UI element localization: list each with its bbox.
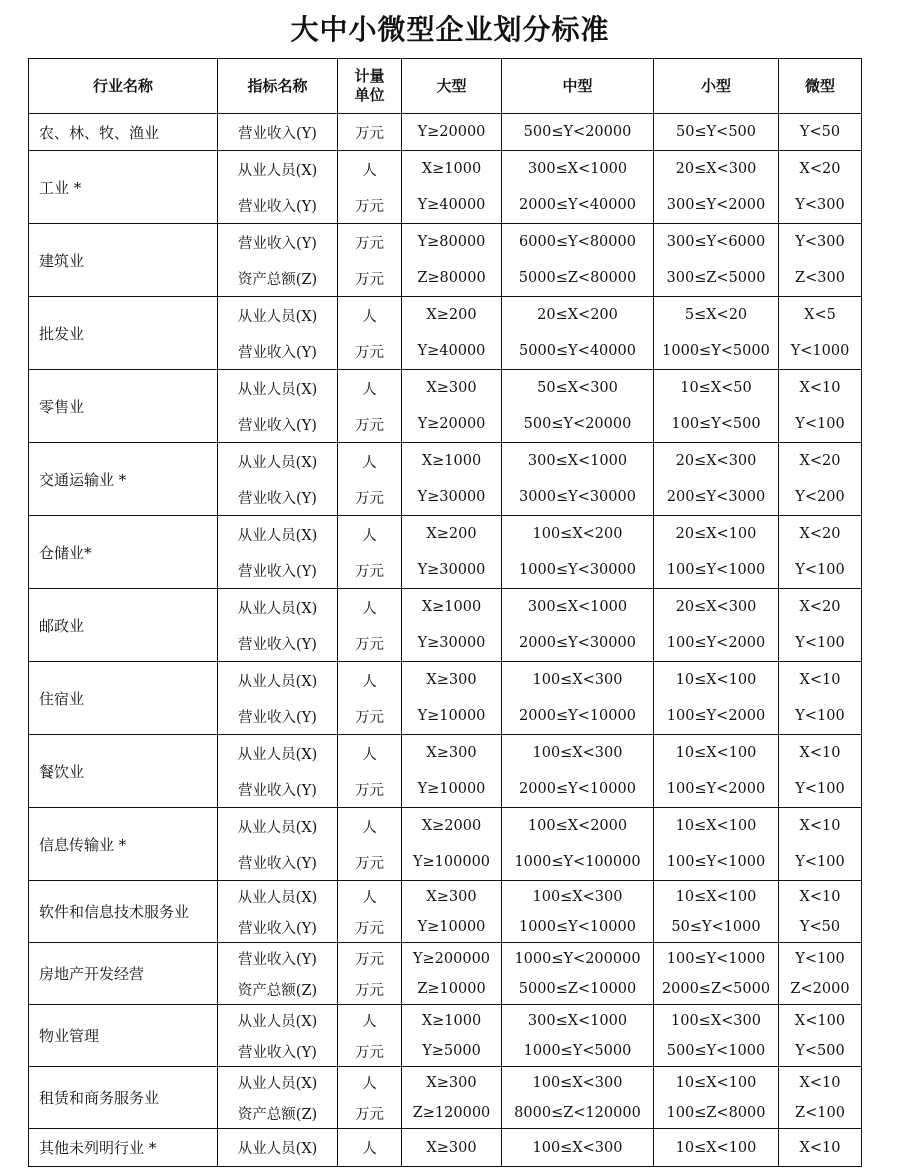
cell-unit: 人 [338,297,402,334]
cell-micro: Y<100 [779,845,862,881]
cell-micro: X<20 [779,589,862,626]
cell-large: Y≥10000 [402,699,502,735]
cell-small: 100≤Y<1000 [654,553,779,589]
table-row [29,297,862,334]
cell-indicator: 营业收入(Y) [218,480,338,516]
cell-large: Y≥30000 [402,480,502,516]
cell-small: 300≤Y<6000 [654,224,779,261]
cell-large: X≥200 [402,297,502,334]
cell-medium: 300≤X<1000 [502,589,654,626]
cell-micro: X<20 [779,151,862,188]
table-row [29,808,862,845]
cell-unit: 万元 [338,480,402,516]
cell-unit: 万元 [338,699,402,735]
cell-micro: Y<200 [779,480,862,516]
cell-large: Y≥20000 [402,114,502,151]
cell-unit: 万元 [338,845,402,881]
cell-indicator: 营业收入(Y) [218,1037,338,1067]
cell-micro: X<20 [779,443,862,480]
cell-small: 100≤Z<8000 [654,1099,779,1129]
cell-medium: 100≤X<300 [502,881,654,913]
cell-indicator: 营业收入(Y) [218,114,338,151]
cell-small: 10≤X<100 [654,735,779,772]
cell-medium: 2000≤Y<10000 [502,772,654,808]
cell-micro: Y<300 [779,188,862,224]
cell-large: Y≥40000 [402,188,502,224]
page-title: 大中小微型企业划分标准 [290,13,610,46]
industry-name: 邮政业 [29,589,218,662]
cell-medium: 5000≤Y<40000 [502,334,654,370]
cell-large: Y≥10000 [402,913,502,943]
cell-large: Y≥30000 [402,553,502,589]
cell-large: X≥300 [402,370,502,407]
table-row [29,443,862,480]
cell-small: 100≤Y<2000 [654,626,779,662]
cell-medium: 500≤Y<20000 [502,407,654,443]
cell-micro: Y<100 [779,626,862,662]
industry-name: 房地产开发经营 [29,943,218,1005]
cell-large: X≥1000 [402,151,502,188]
cell-small: 5≤X<20 [654,297,779,334]
cell-small: 20≤X<100 [654,516,779,553]
cell-medium: 300≤X<1000 [502,151,654,188]
cell-unit: 万元 [338,407,402,443]
cell-medium: 300≤X<1000 [502,1005,654,1037]
table-row [29,1067,862,1099]
cell-indicator: 从业人员(X) [218,1129,338,1167]
table-row [29,943,862,975]
cell-micro: X<10 [779,1067,862,1099]
cell-small: 2000≤Z<5000 [654,975,779,1005]
cell-unit: 万元 [338,975,402,1005]
cell-medium: 8000≤Z<120000 [502,1099,654,1129]
cell-medium: 1000≤Y<200000 [502,943,654,975]
cell-micro: Z<2000 [779,975,862,1005]
cell-large: Z≥120000 [402,1099,502,1129]
cell-unit: 人 [338,516,402,553]
cell-indicator: 从业人员(X) [218,1005,338,1037]
cell-micro: Y<300 [779,224,862,261]
industry-name: 软件和信息技术服务业 [29,881,218,943]
cell-indicator: 从业人员(X) [218,881,338,913]
cell-micro: Y<1000 [779,334,862,370]
cell-medium: 2000≤Y<30000 [502,626,654,662]
cell-micro: X<5 [779,297,862,334]
header-unit-line1: 计量 [354,67,385,85]
cell-medium: 3000≤Y<30000 [502,480,654,516]
cell-unit: 万元 [338,943,402,975]
cell-micro: Z<300 [779,261,862,297]
cell-medium: 6000≤Y<80000 [502,224,654,261]
cell-small: 20≤X<300 [654,151,779,188]
cell-medium: 2000≤Y<40000 [502,188,654,224]
cell-indicator: 资产总额(Z) [218,261,338,297]
cell-small: 100≤X<300 [654,1005,779,1037]
header-medium: 中型 [502,59,654,114]
header-unit [338,59,402,114]
cell-large: Y≥40000 [402,334,502,370]
cell-micro: Z<100 [779,1099,862,1129]
cell-small: 500≤Y<1000 [654,1037,779,1067]
cell-micro: X<20 [779,516,862,553]
table-row [29,114,862,151]
cell-large: X≥1000 [402,1005,502,1037]
cell-unit: 万元 [338,1037,402,1067]
cell-medium: 100≤X<300 [502,1067,654,1099]
cell-medium: 500≤Y<20000 [502,114,654,151]
table-row [29,1129,862,1167]
cell-large: Y≥10000 [402,772,502,808]
cell-indicator: 营业收入(Y) [218,626,338,662]
cell-indicator: 营业收入(Y) [218,334,338,370]
cell-large: Z≥80000 [402,261,502,297]
industry-name: 工业 * [29,151,218,224]
header-large: 大型 [402,59,502,114]
industry-name: 餐饮业 [29,735,218,808]
cell-large: Y≥30000 [402,626,502,662]
cell-small: 20≤X<300 [654,589,779,626]
industry-name: 零售业 [29,370,218,443]
header-indicator: 指标名称 [218,59,338,114]
cell-micro: Y<100 [779,407,862,443]
header-row [29,59,862,114]
cell-large: X≥1000 [402,589,502,626]
cell-indicator: 营业收入(Y) [218,699,338,735]
cell-large: X≥300 [402,662,502,699]
cell-large: X≥200 [402,516,502,553]
cell-indicator: 营业收入(Y) [218,407,338,443]
cell-unit: 万元 [338,224,402,261]
cell-indicator: 从业人员(X) [218,1067,338,1099]
cell-micro: X<10 [779,881,862,913]
cell-large: Z≥10000 [402,975,502,1005]
cell-micro: Y<50 [779,913,862,943]
cell-indicator: 营业收入(Y) [218,943,338,975]
cell-large: X≥2000 [402,808,502,845]
cell-indicator: 从业人员(X) [218,662,338,699]
cell-indicator: 资产总额(Z) [218,975,338,1005]
cell-medium: 100≤X<300 [502,735,654,772]
table-row [29,662,862,699]
header-small: 小型 [654,59,779,114]
cell-unit: 人 [338,662,402,699]
cell-large: Y≥20000 [402,407,502,443]
cell-large: X≥300 [402,1129,502,1167]
cell-small: 100≤Y<2000 [654,699,779,735]
industry-name: 信息传输业 * [29,808,218,881]
table-row [29,224,862,261]
cell-unit: 人 [338,589,402,626]
cell-small: 100≤Y<1000 [654,943,779,975]
cell-medium: 100≤X<300 [502,1129,654,1167]
cell-small: 20≤X<300 [654,443,779,480]
industry-name: 仓储业* [29,516,218,589]
industry-name: 住宿业 [29,662,218,735]
table-row [29,370,862,407]
cell-medium: 1000≤Y<5000 [502,1037,654,1067]
cell-unit: 万元 [338,772,402,808]
cell-indicator: 从业人员(X) [218,808,338,845]
cell-medium: 1000≤Y<30000 [502,553,654,589]
cell-indicator: 从业人员(X) [218,151,338,188]
cell-medium: 50≤X<300 [502,370,654,407]
cell-unit: 万元 [338,913,402,943]
cell-large: X≥1000 [402,443,502,480]
cell-small: 200≤Y<3000 [654,480,779,516]
cell-unit: 万元 [338,626,402,662]
cell-unit: 万元 [338,188,402,224]
cell-small: 50≤Y<500 [654,114,779,151]
cell-micro: X<10 [779,735,862,772]
cell-indicator: 营业收入(Y) [218,188,338,224]
cell-micro: Y<100 [779,943,862,975]
cell-medium: 1000≤Y<100000 [502,845,654,881]
cell-indicator: 从业人员(X) [218,370,338,407]
cell-medium: 300≤X<1000 [502,443,654,480]
cell-indicator: 营业收入(Y) [218,224,338,261]
cell-unit: 人 [338,370,402,407]
cell-micro: X<10 [779,1129,862,1167]
cell-small: 100≤Y<2000 [654,772,779,808]
cell-micro: Y<100 [779,553,862,589]
industry-name: 物业管理 [29,1005,218,1067]
industry-name: 其他未列明行业 * [29,1129,218,1167]
cell-unit: 人 [338,1067,402,1099]
cell-indicator: 营业收入(Y) [218,913,338,943]
cell-small: 10≤X<100 [654,1129,779,1167]
industry-name: 建筑业 [29,224,218,297]
cell-small: 50≤Y<1000 [654,913,779,943]
classification-table [28,58,862,1167]
cell-indicator: 从业人员(X) [218,516,338,553]
cell-small: 100≤Y<1000 [654,845,779,881]
cell-unit: 人 [338,151,402,188]
header-micro: 微型 [779,59,862,114]
cell-small: 10≤X<100 [654,662,779,699]
cell-medium: 20≤X<200 [502,297,654,334]
cell-medium: 100≤X<2000 [502,808,654,845]
cell-unit: 人 [338,443,402,480]
table-row [29,151,862,188]
cell-small: 10≤X<100 [654,1067,779,1099]
cell-unit: 万元 [338,1099,402,1129]
header-unit-line2: 单位 [354,86,385,104]
cell-medium: 5000≤Z<80000 [502,261,654,297]
header-industry: 行业名称 [29,59,218,114]
cell-indicator: 营业收入(Y) [218,553,338,589]
cell-large: Y≥5000 [402,1037,502,1067]
cell-unit: 万元 [338,334,402,370]
cell-large: Y≥80000 [402,224,502,261]
table-row [29,735,862,772]
cell-large: Y≥200000 [402,943,502,975]
cell-unit: 人 [338,1005,402,1037]
cell-indicator: 从业人员(X) [218,443,338,480]
cell-indicator: 资产总额(Z) [218,1099,338,1129]
cell-medium: 100≤X<200 [502,516,654,553]
cell-unit: 人 [338,881,402,913]
cell-micro: X<10 [779,370,862,407]
cell-indicator: 营业收入(Y) [218,772,338,808]
cell-indicator: 营业收入(Y) [218,845,338,881]
cell-unit: 万元 [338,261,402,297]
cell-small: 10≤X<100 [654,808,779,845]
industry-name: 交通运输业 * [29,443,218,516]
cell-unit: 人 [338,735,402,772]
table-row [29,1005,862,1037]
cell-large: X≥300 [402,881,502,913]
cell-small: 300≤Y<2000 [654,188,779,224]
cell-unit: 人 [338,808,402,845]
cell-micro: X<10 [779,662,862,699]
cell-medium: 2000≤Y<10000 [502,699,654,735]
cell-indicator: 从业人员(X) [218,589,338,626]
cell-micro: Y<50 [779,114,862,151]
industry-name: 批发业 [29,297,218,370]
cell-unit: 万元 [338,553,402,589]
cell-unit: 万元 [338,114,402,151]
industry-name: 农、林、牧、渔业 [29,114,218,151]
cell-small: 10≤X<50 [654,370,779,407]
cell-medium: 1000≤Y<10000 [502,913,654,943]
table-row [29,516,862,553]
cell-micro: X<10 [779,808,862,845]
cell-micro: Y<100 [779,772,862,808]
table-row [29,589,862,626]
industry-name: 租赁和商务服务业 [29,1067,218,1129]
table-body [29,114,862,1167]
cell-small: 1000≤Y<5000 [654,334,779,370]
cell-medium: 100≤X<300 [502,662,654,699]
table-row [29,881,862,913]
cell-micro: Y<500 [779,1037,862,1067]
cell-large: X≥300 [402,1067,502,1099]
cell-indicator: 从业人员(X) [218,297,338,334]
cell-small: 100≤Y<500 [654,407,779,443]
cell-large: X≥300 [402,735,502,772]
cell-small: 10≤X<100 [654,881,779,913]
cell-large: Y≥100000 [402,845,502,881]
cell-micro: X<100 [779,1005,862,1037]
cell-small: 300≤Z<5000 [654,261,779,297]
cell-unit: 人 [338,1129,402,1167]
cell-indicator: 从业人员(X) [218,735,338,772]
cell-micro: Y<100 [779,699,862,735]
cell-medium: 5000≤Z<10000 [502,975,654,1005]
